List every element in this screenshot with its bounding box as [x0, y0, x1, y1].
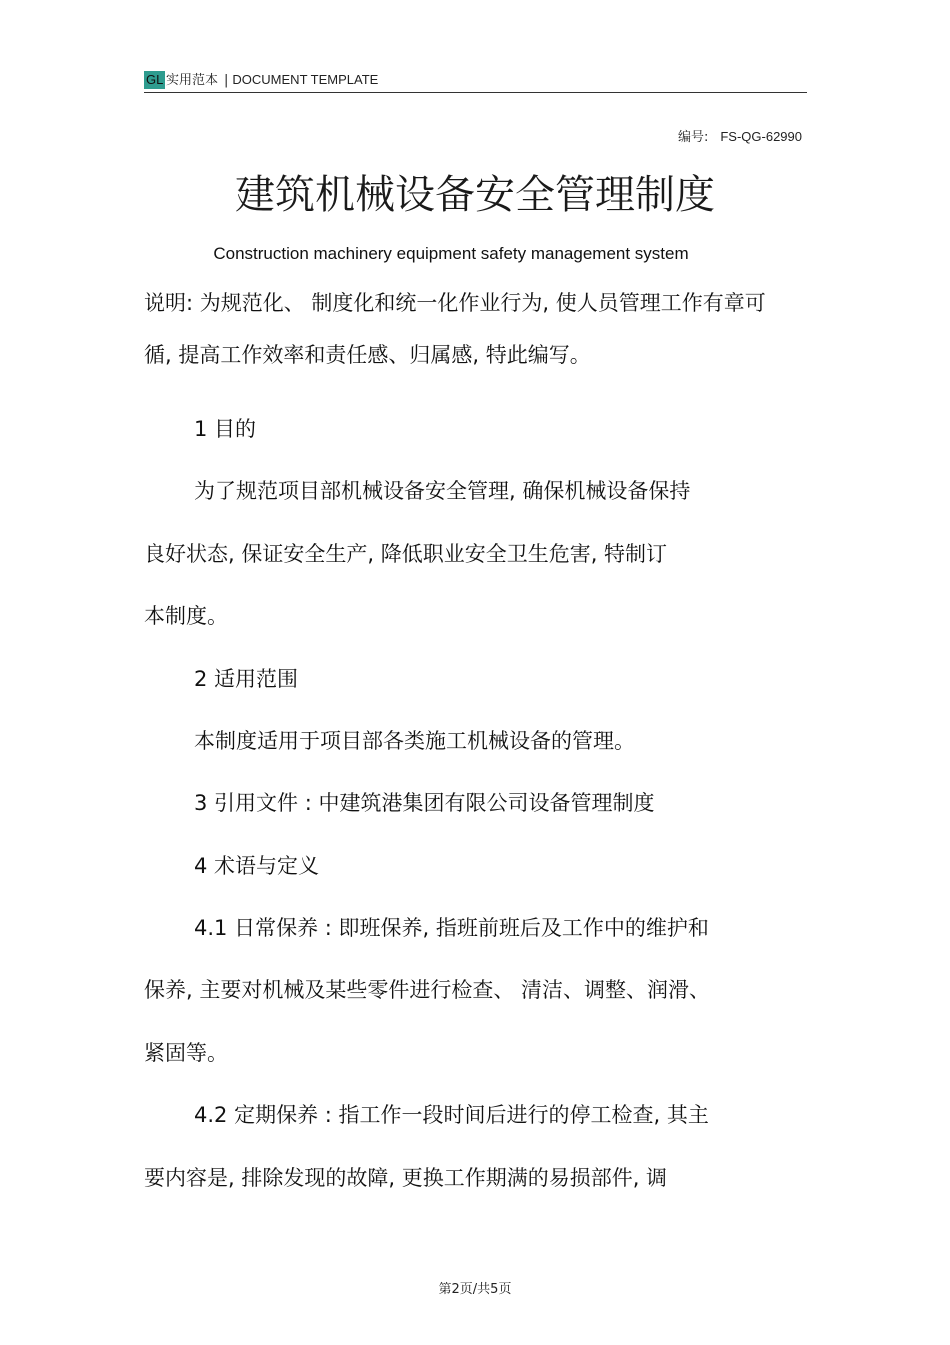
section-1-paragraph-line-2: 良好状态, 保证安全生产, 降低职业安全卫生危害, 特制订 — [144, 542, 668, 566]
section-4-heading: 4 术语与定义 — [194, 854, 320, 878]
header-brand: 实用范本 — [166, 73, 219, 88]
document-subtitle: Construction machinery equipment safety management system — [213, 244, 689, 263]
intro-line-2: 循, 提高工作效率和责任感、归属感, 特此编写。 — [144, 343, 591, 367]
page-footer: 第2页/共5页 — [438, 1282, 512, 1297]
document-number — [678, 126, 802, 145]
section-1-paragraph-line-1: 为了规范项目部机械设备安全管理, 确保机械设备保持 — [194, 479, 691, 503]
gl-logo: GL — [146, 72, 164, 87]
section-4-1-line-1: 4.1 日常保养 : 即班保养, 指班前班后及工作中的维护和 — [194, 916, 709, 940]
section-1-paragraph-line-3: 本制度。 — [144, 604, 228, 628]
header-title — [166, 71, 378, 90]
section-4-1-line-3: 紧固等。 — [144, 1041, 228, 1065]
page-header — [144, 70, 807, 93]
section-2-paragraph: 本制度适用于项目部各类施工机械设备的管理。 — [194, 729, 635, 753]
section-1-heading: 1 目的 — [194, 417, 257, 441]
section-4-2-line-2: 要内容是, 排除发现的故障, 更换工作期满的易损部件, 调 — [144, 1166, 668, 1190]
document-number-label: 编号: — [677, 130, 709, 145]
document-title: 建筑机械设备安全管理制度 — [235, 172, 715, 218]
section-4-2-line-1: 4.2 定期保养 : 指工作一段时间后进行的停工检查, 其主 — [194, 1103, 709, 1127]
header-tagline: DOCUMENT TEMPLATE — [232, 72, 379, 87]
section-2-heading: 2 适用范围 — [194, 667, 299, 691]
section-4-1-line-2: 保养, 主要对机械及某些零件进行检查、 清洁、调整、润滑、 — [144, 978, 711, 1002]
document-number-value: FS-QG-62990 — [720, 129, 802, 144]
header-separator: | — [224, 73, 229, 88]
intro-line-1: 说明: 为规范化、 制度化和统一化作业行为, 使人员管理工作有章可 — [144, 291, 766, 315]
section-3-heading: 3 引用文件 : 中建筑港集团有限公司设备管理制度 — [194, 791, 655, 815]
